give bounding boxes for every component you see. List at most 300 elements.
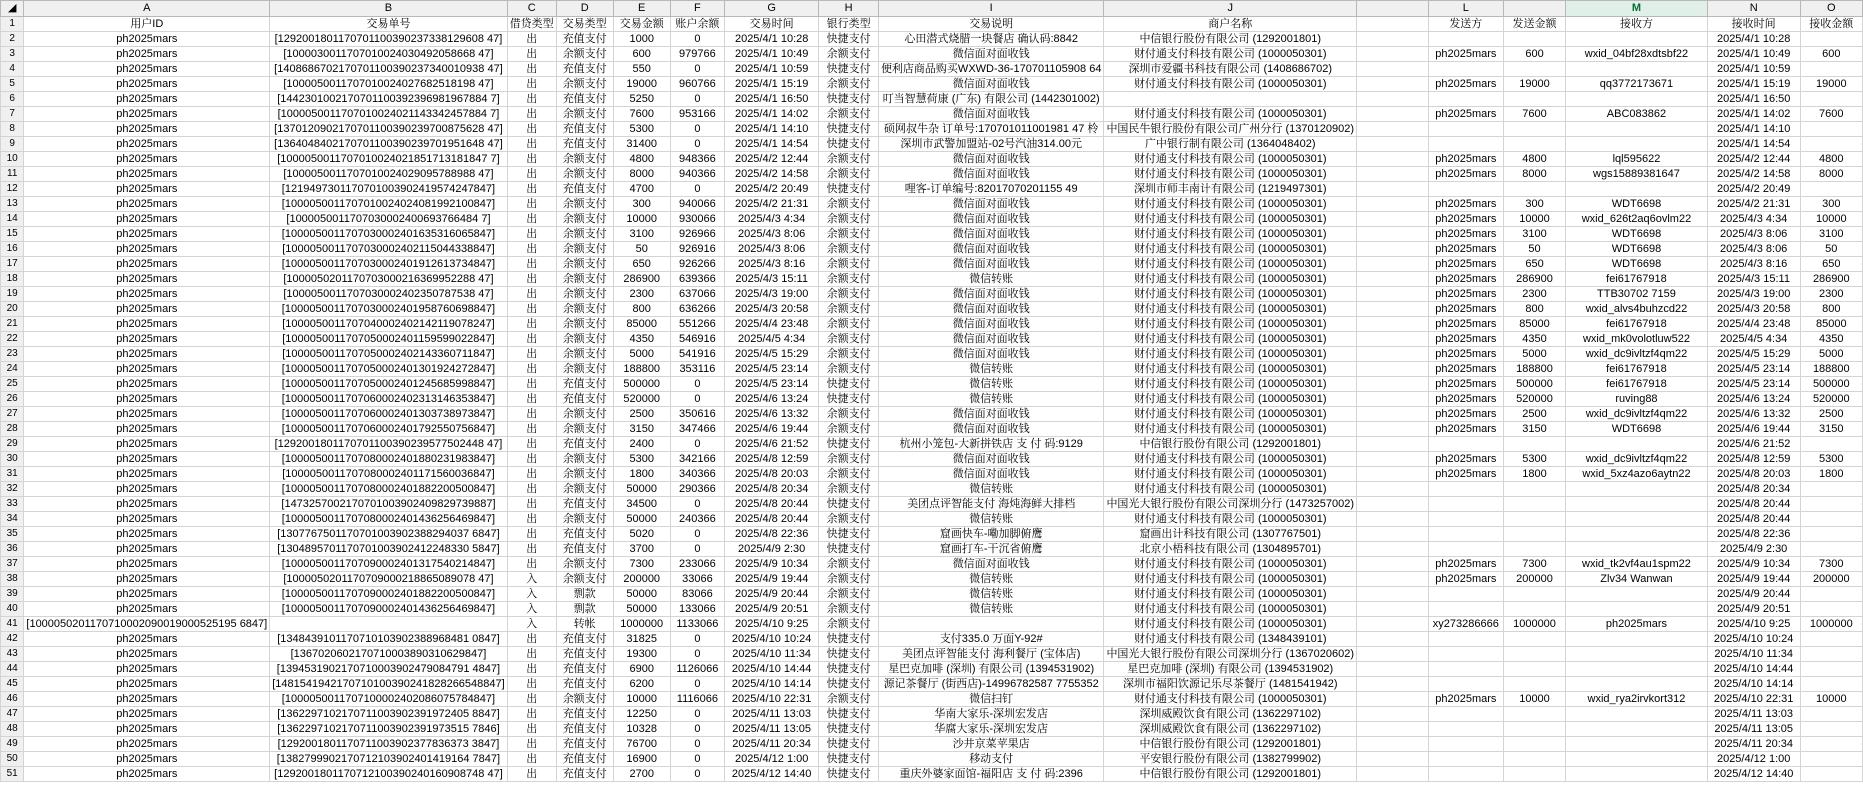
cell-receiver[interactable]: lql595622 bbox=[1566, 152, 1708, 167]
cell-txnno[interactable]: [1000050011707090002401317540214847] bbox=[270, 557, 507, 572]
cell-loan[interactable]: 出 bbox=[507, 272, 556, 287]
cell-txnno[interactable]: [1000050011707050002401159599022847] bbox=[270, 332, 507, 347]
cell-txnno[interactable]: [1000050011707080002401171560036847] bbox=[270, 467, 507, 482]
cell-blank[interactable] bbox=[1357, 392, 1429, 407]
cell-time[interactable]: 2025/4/9 10:34 bbox=[725, 557, 819, 572]
cell-bank[interactable]: 余额支付 bbox=[819, 257, 879, 272]
cell-balance[interactable]: 347466 bbox=[670, 422, 724, 437]
table-row[interactable] bbox=[1, 272, 1863, 287]
header-cell[interactable]: 发送金额 bbox=[1503, 17, 1565, 32]
cell-time[interactable]: 2025/4/1 10:59 bbox=[725, 62, 819, 77]
cell-balance[interactable]: 0 bbox=[670, 392, 724, 407]
table-row[interactable] bbox=[1, 407, 1863, 422]
cell-ramt[interactable]: 50 bbox=[1800, 242, 1862, 257]
row-header[interactable]: 1 bbox=[1, 17, 24, 32]
table-row[interactable] bbox=[1, 317, 1863, 332]
cell-rtime[interactable]: 2025/4/9 10:34 bbox=[1707, 557, 1800, 572]
cell-desc[interactable]: 微信面对面收钱 bbox=[878, 467, 1104, 482]
row-header[interactable]: 32 bbox=[1, 482, 24, 497]
table-row[interactable] bbox=[1, 557, 1863, 572]
cell-time[interactable]: 2025/4/12 14:40 bbox=[725, 767, 819, 782]
cell-rtime[interactable]: 2025/4/3 8:06 bbox=[1707, 242, 1800, 257]
cell-ramt[interactable]: 1000000 bbox=[1800, 617, 1862, 632]
cell-ramt[interactable]: 3100 bbox=[1800, 227, 1862, 242]
cell-sendamt[interactable] bbox=[1503, 512, 1565, 527]
cell-blank[interactable] bbox=[1357, 122, 1429, 137]
cell-balance[interactable]: 0 bbox=[670, 497, 724, 512]
column-header-J[interactable]: J bbox=[1104, 1, 1357, 17]
cell-bank[interactable]: 余额支付 bbox=[819, 692, 879, 707]
cell-sendamt[interactable]: 300 bbox=[1503, 197, 1565, 212]
cell-userid[interactable]: ph2025mars bbox=[24, 407, 270, 422]
cell-rtime[interactable]: 2025/4/11 20:34 bbox=[1707, 737, 1800, 752]
row-header[interactable]: 24 bbox=[1, 362, 24, 377]
cell-desc[interactable]: 杭州小笼包-大新拼铁店 支 付 码:9129 bbox=[878, 437, 1104, 452]
cell-amount[interactable]: 85000 bbox=[613, 317, 670, 332]
cell-amount[interactable]: 50000 bbox=[613, 587, 670, 602]
cell-amount[interactable]: 188800 bbox=[613, 362, 670, 377]
row-header[interactable]: 38 bbox=[1, 572, 24, 587]
cell-userid[interactable]: ph2025mars bbox=[24, 467, 270, 482]
cell-desc[interactable]: 微信面对面收钱 bbox=[878, 107, 1104, 122]
cell-txntype[interactable]: 充值支付 bbox=[556, 392, 613, 407]
cell-time[interactable]: 2025/4/3 15:11 bbox=[725, 272, 819, 287]
cell-bank[interactable]: 余额支付 bbox=[819, 347, 879, 362]
cell-desc[interactable]: 微信面对面收钱 bbox=[878, 422, 1104, 437]
cell-ramt[interactable] bbox=[1800, 737, 1862, 752]
cell-userid[interactable]: ph2025mars bbox=[24, 242, 270, 257]
cell-desc[interactable]: 华腐大家乐-深圳宏发店 bbox=[878, 722, 1104, 737]
cell-sendamt[interactable]: 286900 bbox=[1503, 272, 1565, 287]
cell-ramt[interactable]: 85000 bbox=[1800, 317, 1862, 332]
cell-sender[interactable]: ph2025mars bbox=[1428, 572, 1503, 587]
cell-receiver[interactable] bbox=[1566, 707, 1708, 722]
cell-ramt[interactable] bbox=[1800, 482, 1862, 497]
cell-receiver[interactable]: fei61767918 bbox=[1566, 317, 1708, 332]
cell-txntype[interactable]: 充值支付 bbox=[556, 122, 613, 137]
cell-bank[interactable]: 余额支付 bbox=[819, 242, 879, 257]
cell-ramt[interactable]: 4350 bbox=[1800, 332, 1862, 347]
cell-userid[interactable]: ph2025mars bbox=[24, 632, 270, 647]
cell-blank[interactable] bbox=[1357, 482, 1429, 497]
cell-desc[interactable]: 硕网叔牛杂 订单号:170701011001981 47 柃 bbox=[878, 122, 1104, 137]
cell-txnno[interactable]: [1000050011707030002401912613734847] bbox=[270, 257, 507, 272]
cell-loan[interactable]: 出 bbox=[507, 167, 556, 182]
cell-balance[interactable]: 0 bbox=[670, 437, 724, 452]
row-header[interactable]: 14 bbox=[1, 212, 24, 227]
cell-balance[interactable]: 0 bbox=[670, 92, 724, 107]
cell-blank[interactable] bbox=[1357, 347, 1429, 362]
header-cell[interactable] bbox=[1357, 17, 1429, 32]
cell-loan[interactable]: 出 bbox=[507, 482, 556, 497]
row-header[interactable]: 29 bbox=[1, 437, 24, 452]
cell-ramt[interactable] bbox=[1800, 122, 1862, 137]
cell-sendamt[interactable] bbox=[1503, 677, 1565, 692]
cell-desc[interactable]: 微信转账 bbox=[878, 572, 1104, 587]
cell-txntype[interactable]: 余额支付 bbox=[556, 362, 613, 377]
cell-loan[interactable]: 出 bbox=[507, 122, 556, 137]
cell-loan[interactable]: 出 bbox=[507, 287, 556, 302]
cell-sender[interactable] bbox=[1428, 632, 1503, 647]
table-row[interactable] bbox=[1, 752, 1863, 767]
cell-txnno[interactable] bbox=[270, 617, 507, 632]
row-header[interactable]: 17 bbox=[1, 257, 24, 272]
cell-merchant[interactable]: 财付通支付科技有限公司 (1000050301) bbox=[1104, 347, 1357, 362]
cell-sendamt[interactable]: 600 bbox=[1503, 47, 1565, 62]
cell-userid[interactable]: ph2025mars bbox=[24, 47, 270, 62]
cell-txnno[interactable]: [1000050011707010024021851713181847 7] bbox=[270, 152, 507, 167]
row-header[interactable]: 34 bbox=[1, 512, 24, 527]
cell-sendamt[interactable] bbox=[1503, 182, 1565, 197]
cell-sendamt[interactable]: 2500 bbox=[1503, 407, 1565, 422]
cell-balance[interactable]: 0 bbox=[670, 677, 724, 692]
cell-txnno[interactable]: [1304895701170701003902412248330 5847] bbox=[270, 542, 507, 557]
cell-txntype[interactable]: 余额支付 bbox=[556, 692, 613, 707]
cell-sendamt[interactable]: 3150 bbox=[1503, 422, 1565, 437]
cell-time[interactable]: 2025/4/8 20:03 bbox=[725, 467, 819, 482]
cell-amount[interactable]: 5000 bbox=[613, 347, 670, 362]
cell-bank[interactable]: 余额支付 bbox=[819, 617, 879, 632]
cell-txnno[interactable]: [1408686702170701100390237340010938 47] bbox=[270, 62, 507, 77]
column-header-M[interactable]: M bbox=[1566, 1, 1708, 17]
cell-ramt[interactable] bbox=[1800, 62, 1862, 77]
row-header[interactable]: 4 bbox=[1, 62, 24, 77]
cell-txnno[interactable]: [1000050011707060002401792550756847] bbox=[270, 422, 507, 437]
cell-merchant[interactable]: 窟画出计科技有限公司 (1307767501) bbox=[1104, 527, 1357, 542]
cell-sender[interactable] bbox=[1428, 497, 1503, 512]
cell-sendamt[interactable]: 10000 bbox=[1503, 692, 1565, 707]
row-header[interactable]: 13 bbox=[1, 197, 24, 212]
cell-sendamt[interactable] bbox=[1503, 62, 1565, 77]
cell-sendamt[interactable]: 1800 bbox=[1503, 467, 1565, 482]
cell-desc[interactable]: 微信面对面收钱 bbox=[878, 287, 1104, 302]
cell-balance[interactable]: 979766 bbox=[670, 47, 724, 62]
cell-txntype[interactable]: 充值支付 bbox=[556, 647, 613, 662]
cell-sender[interactable]: ph2025mars bbox=[1428, 167, 1503, 182]
cell-blank[interactable] bbox=[1357, 167, 1429, 182]
table-row[interactable] bbox=[1, 257, 1863, 272]
cell-time[interactable]: 2025/4/11 20:34 bbox=[725, 737, 819, 752]
cell-time[interactable]: 2025/4/5 23:14 bbox=[725, 377, 819, 392]
cell-amount[interactable]: 12250 bbox=[613, 707, 670, 722]
cell-bank[interactable]: 余额支付 bbox=[819, 302, 879, 317]
cell-txntype[interactable]: 充值支付 bbox=[556, 677, 613, 692]
cell-txnno[interactable]: [1000050011707080002401880231983847] bbox=[270, 452, 507, 467]
cell-sender[interactable] bbox=[1428, 647, 1503, 662]
cell-bank[interactable]: 快捷支付 bbox=[819, 542, 879, 557]
cell-sender[interactable]: ph2025mars bbox=[1428, 257, 1503, 272]
cell-rtime[interactable]: 2025/4/6 21:52 bbox=[1707, 437, 1800, 452]
header-cell[interactable]: 接收时间 bbox=[1707, 17, 1800, 32]
row-header[interactable]: 42 bbox=[1, 632, 24, 647]
cell-time[interactable]: 2025/4/3 4:34 bbox=[725, 212, 819, 227]
cell-desc[interactable]: 微信面对面收钱 bbox=[878, 47, 1104, 62]
cell-desc[interactable]: 微信面对面收钱 bbox=[878, 77, 1104, 92]
cell-merchant[interactable]: 财付通支付科技有限公司 (1000050301) bbox=[1104, 257, 1357, 272]
table-row[interactable] bbox=[1, 617, 1863, 632]
column-header-L[interactable]: L bbox=[1428, 1, 1503, 17]
cell-ramt[interactable]: 3150 bbox=[1800, 422, 1862, 437]
cell-sender[interactable]: ph2025mars bbox=[1428, 347, 1503, 362]
cell-ramt[interactable]: 300 bbox=[1800, 197, 1862, 212]
cell-rtime[interactable]: 2025/4/2 21:31 bbox=[1707, 197, 1800, 212]
cell-txntype[interactable]: 转帐 bbox=[556, 617, 613, 632]
cell-txntype[interactable]: 余额支付 bbox=[556, 467, 613, 482]
cell-sendamt[interactable] bbox=[1503, 527, 1565, 542]
cell-receiver[interactable]: WDT6698 bbox=[1566, 227, 1708, 242]
table-row[interactable] bbox=[1, 47, 1863, 62]
cell-balance[interactable]: 1133066 bbox=[670, 617, 724, 632]
cell-receiver[interactable] bbox=[1566, 662, 1708, 677]
cell-blank[interactable] bbox=[1357, 767, 1429, 782]
cell-amount[interactable]: 2300 bbox=[613, 287, 670, 302]
cell-loan[interactable]: 出 bbox=[507, 377, 556, 392]
cell-userid[interactable]: ph2025mars bbox=[24, 572, 270, 587]
cell-userid[interactable]: ph2025mars bbox=[24, 317, 270, 332]
cell-merchant[interactable]: 深圳市福阳饮源记乐尽茶餐厅 (1481541942) bbox=[1104, 677, 1357, 692]
cell-balance[interactable]: 1116066 bbox=[670, 692, 724, 707]
cell-userid[interactable]: ph2025mars bbox=[24, 212, 270, 227]
cell-rtime[interactable]: 2025/4/3 20:58 bbox=[1707, 302, 1800, 317]
cell-time[interactable]: 2025/4/3 20:58 bbox=[725, 302, 819, 317]
cell-receiver[interactable] bbox=[1566, 587, 1708, 602]
cell-sendamt[interactable] bbox=[1503, 437, 1565, 452]
cell-balance[interactable]: 350616 bbox=[670, 407, 724, 422]
row-header[interactable]: 51 bbox=[1, 767, 24, 782]
cell-sender[interactable]: ph2025mars bbox=[1428, 287, 1503, 302]
cell-blank[interactable] bbox=[1357, 737, 1429, 752]
cell-rtime[interactable]: 2025/4/1 10:49 bbox=[1707, 47, 1800, 62]
cell-rtime[interactable]: 2025/4/10 22:31 bbox=[1707, 692, 1800, 707]
cell-balance[interactable]: 948366 bbox=[670, 152, 724, 167]
cell-txntype[interactable]: 余额支付 bbox=[556, 512, 613, 527]
cell-txnno[interactable]: [1362297102170711003902391972405 8847] bbox=[270, 707, 507, 722]
cell-sendamt[interactable]: 5300 bbox=[1503, 452, 1565, 467]
cell-txntype[interactable]: 余额支付 bbox=[556, 482, 613, 497]
row-header[interactable]: 12 bbox=[1, 182, 24, 197]
cell-txntype[interactable]: 充值支付 bbox=[556, 542, 613, 557]
cell-receiver[interactable]: fei61767918 bbox=[1566, 272, 1708, 287]
cell-bank[interactable]: 快捷支付 bbox=[819, 182, 879, 197]
table-row[interactable] bbox=[1, 542, 1863, 557]
cell-txntype[interactable]: 余额支付 bbox=[556, 422, 613, 437]
cell-time[interactable]: 2025/4/6 13:24 bbox=[725, 392, 819, 407]
cell-time[interactable]: 2025/4/9 19:44 bbox=[725, 572, 819, 587]
cell-ramt[interactable]: 19000 bbox=[1800, 77, 1862, 92]
cell-receiver[interactable] bbox=[1566, 512, 1708, 527]
cell-desc[interactable]: 微信面对面收钱 bbox=[878, 257, 1104, 272]
cell-userid[interactable]: ph2025mars bbox=[24, 227, 270, 242]
cell-userid[interactable]: ph2025mars bbox=[24, 377, 270, 392]
cell-txntype[interactable]: 余额支付 bbox=[556, 272, 613, 287]
cell-desc[interactable]: 哩客-订单编号:82017070201155 49 bbox=[878, 182, 1104, 197]
table-row[interactable] bbox=[1, 587, 1863, 602]
cell-userid[interactable]: ph2025mars bbox=[24, 347, 270, 362]
cell-rtime[interactable]: 2025/4/1 10:28 bbox=[1707, 32, 1800, 47]
cell-blank[interactable] bbox=[1357, 272, 1429, 287]
cell-time[interactable]: 2025/4/1 14:02 bbox=[725, 107, 819, 122]
row-header[interactable]: 50 bbox=[1, 752, 24, 767]
table-row[interactable] bbox=[1, 152, 1863, 167]
cell-sendamt[interactable]: 5000 bbox=[1503, 347, 1565, 362]
cell-amount[interactable]: 3150 bbox=[613, 422, 670, 437]
table-row[interactable] bbox=[1, 722, 1863, 737]
cell-sender[interactable] bbox=[1428, 182, 1503, 197]
cell-time[interactable]: 2025/4/8 20:44 bbox=[725, 512, 819, 527]
cell-desc[interactable]: 支付335.0 万面Y-92# bbox=[878, 632, 1104, 647]
cell-loan[interactable]: 出 bbox=[507, 632, 556, 647]
cell-balance[interactable]: 926966 bbox=[670, 227, 724, 242]
cell-amount[interactable]: 4800 bbox=[613, 152, 670, 167]
row-header[interactable]: 41 bbox=[1, 617, 24, 632]
cell-merchant[interactable]: 财付通支付科技有限公司 (1000050301) bbox=[1104, 227, 1357, 242]
cell-time[interactable]: 2025/4/10 11:34 bbox=[725, 647, 819, 662]
cell-sendamt[interactable] bbox=[1503, 602, 1565, 617]
cell-loan[interactable]: 出 bbox=[507, 302, 556, 317]
cell-balance[interactable]: 353116 bbox=[670, 362, 724, 377]
cell-userid[interactable]: ph2025mars bbox=[24, 92, 270, 107]
cell-amount[interactable]: 7300 bbox=[613, 557, 670, 572]
cell-txnno[interactable]: [1394531902170710003902479084791 4847] bbox=[270, 662, 507, 677]
cell-receiver[interactable]: wxid_alvs4buhzcd22 bbox=[1566, 302, 1708, 317]
cell-rtime[interactable]: 2025/4/9 20:51 bbox=[1707, 602, 1800, 617]
cell-time[interactable]: 2025/4/3 8:06 bbox=[725, 227, 819, 242]
column-header-D[interactable]: D bbox=[556, 1, 613, 17]
cell-time[interactable]: 2025/4/10 14:14 bbox=[725, 677, 819, 692]
cell-sendamt[interactable]: 188800 bbox=[1503, 362, 1565, 377]
cell-userid[interactable]: ph2025mars bbox=[24, 602, 270, 617]
cell-receiver[interactable]: wxid_dc9ivltzf4qm22 bbox=[1566, 347, 1708, 362]
cell-txnno[interactable]: [1292001801170701100390239577502448 47] bbox=[270, 437, 507, 452]
cell-txntype[interactable]: 充值支付 bbox=[556, 632, 613, 647]
cell-sender[interactable]: ph2025mars bbox=[1428, 392, 1503, 407]
cell-merchant[interactable]: 中国民牛银行股份有限公司广州分行 (1370120902) bbox=[1104, 122, 1357, 137]
table-row[interactable] bbox=[1, 107, 1863, 122]
header-cell[interactable]: 交易单号 bbox=[270, 17, 507, 32]
cell-bank[interactable]: 快捷支付 bbox=[819, 32, 879, 47]
cell-balance[interactable]: 926916 bbox=[670, 242, 724, 257]
cell-balance[interactable]: 930066 bbox=[670, 212, 724, 227]
cell-loan[interactable]: 出 bbox=[507, 707, 556, 722]
cell-ramt[interactable] bbox=[1800, 497, 1862, 512]
cell-desc[interactable]: 微信转账 bbox=[878, 587, 1104, 602]
row-header[interactable]: 35 bbox=[1, 527, 24, 542]
cell-merchant[interactable]: 财付通支付科技有限公司 (1000050301) bbox=[1104, 602, 1357, 617]
cell-desc[interactable]: 窟画快车-嘞加脚俯鹰 bbox=[878, 527, 1104, 542]
cell-txntype[interactable]: 充值支付 bbox=[556, 137, 613, 152]
cell-bank[interactable]: 余额支付 bbox=[819, 47, 879, 62]
table-row[interactable] bbox=[1, 527, 1863, 542]
cell-amount[interactable]: 600 bbox=[613, 47, 670, 62]
cell-amount[interactable]: 76700 bbox=[613, 737, 670, 752]
cell-time[interactable]: 2025/4/8 12:59 bbox=[725, 452, 819, 467]
cell-loan[interactable]: 出 bbox=[507, 737, 556, 752]
cell-rtime[interactable]: 2025/4/10 14:44 bbox=[1707, 662, 1800, 677]
cell-sender[interactable] bbox=[1428, 437, 1503, 452]
cell-sendamt[interactable] bbox=[1503, 737, 1565, 752]
cell-loan[interactable]: 出 bbox=[507, 497, 556, 512]
cell-balance[interactable]: 340366 bbox=[670, 467, 724, 482]
table-row[interactable] bbox=[1, 707, 1863, 722]
cell-rtime[interactable]: 2025/4/3 8:16 bbox=[1707, 257, 1800, 272]
cell-blank[interactable] bbox=[1357, 752, 1429, 767]
cell-receiver[interactable] bbox=[1566, 92, 1708, 107]
cell-loan[interactable]: 出 bbox=[507, 542, 556, 557]
cell-loan[interactable]: 出 bbox=[507, 692, 556, 707]
cell-txntype[interactable]: 充值支付 bbox=[556, 92, 613, 107]
table-row[interactable] bbox=[1, 197, 1863, 212]
cell-txntype[interactable]: 充值支付 bbox=[556, 62, 613, 77]
cell-receiver[interactable]: WDT6698 bbox=[1566, 197, 1708, 212]
cell-bank[interactable]: 快捷支付 bbox=[819, 62, 879, 77]
cell-time[interactable]: 2025/4/2 14:58 bbox=[725, 167, 819, 182]
cell-merchant[interactable]: 财付通支付科技有限公司 (1000050301) bbox=[1104, 617, 1357, 632]
cell-merchant[interactable]: 中信银行股份有限公司 (1292001801) bbox=[1104, 437, 1357, 452]
cell-loan[interactable]: 出 bbox=[507, 152, 556, 167]
cell-blank[interactable] bbox=[1357, 467, 1429, 482]
cell-merchant[interactable]: 中信银行股份有限公司 (1292001801) bbox=[1104, 737, 1357, 752]
cell-bank[interactable]: 余额支付 bbox=[819, 512, 879, 527]
cell-blank[interactable] bbox=[1357, 32, 1429, 47]
cell-sendamt[interactable] bbox=[1503, 647, 1565, 662]
cell-receiver[interactable]: fei61767918 bbox=[1566, 362, 1708, 377]
cell-userid[interactable]: ph2025mars bbox=[24, 62, 270, 77]
cell-txntype[interactable]: 余额支付 bbox=[556, 287, 613, 302]
cell-receiver[interactable] bbox=[1566, 647, 1708, 662]
cell-merchant[interactable]: 财付通支付科技有限公司 (1000050301) bbox=[1104, 452, 1357, 467]
cell-bank[interactable]: 余额支付 bbox=[819, 362, 879, 377]
cell-balance[interactable]: 0 bbox=[670, 707, 724, 722]
header-cell[interactable]: 用户ID bbox=[24, 17, 270, 32]
row-header[interactable]: 40 bbox=[1, 602, 24, 617]
cell-time[interactable]: 2025/4/3 8:16 bbox=[725, 257, 819, 272]
cell-desc[interactable]: 微信面对面收钱 bbox=[878, 407, 1104, 422]
cell-txnno[interactable]: [1000050011707010024029095788988 47] bbox=[270, 167, 507, 182]
cell-txntype[interactable]: 充值支付 bbox=[556, 527, 613, 542]
cell-amount[interactable]: 5020 bbox=[613, 527, 670, 542]
cell-merchant[interactable]: 财付通支付科技有限公司 (1000050301) bbox=[1104, 512, 1357, 527]
cell-receiver[interactable]: wxid_04bf28xdtsbf22 bbox=[1566, 47, 1708, 62]
cell-desc[interactable]: 微信面对面收钱 bbox=[878, 557, 1104, 572]
cell-blank[interactable] bbox=[1357, 497, 1429, 512]
cell-receiver[interactable] bbox=[1566, 497, 1708, 512]
cell-balance[interactable]: 960766 bbox=[670, 77, 724, 92]
cell-userid[interactable]: ph2025mars bbox=[24, 542, 270, 557]
cell-bank[interactable]: 快捷支付 bbox=[819, 92, 879, 107]
cell-txnno[interactable]: [1348439101170710103902388968481 0847] bbox=[270, 632, 507, 647]
cell-blank[interactable] bbox=[1357, 242, 1429, 257]
cell-loan[interactable]: 出 bbox=[507, 257, 556, 272]
cell-desc[interactable]: 微信面对面收钱 bbox=[878, 452, 1104, 467]
cell-bank[interactable]: 余额支付 bbox=[819, 212, 879, 227]
cell-amount[interactable]: 10000 bbox=[613, 212, 670, 227]
column-header-blank[interactable] bbox=[1503, 1, 1565, 17]
cell-bank[interactable]: 余额支付 bbox=[819, 317, 879, 332]
cell-userid[interactable]: ph2025mars bbox=[24, 362, 270, 377]
cell-loan[interactable]: 出 bbox=[507, 92, 556, 107]
cell-sender[interactable]: ph2025mars bbox=[1428, 377, 1503, 392]
cell-amount[interactable]: 5250 bbox=[613, 92, 670, 107]
cell-sendamt[interactable]: 3100 bbox=[1503, 227, 1565, 242]
cell-amount[interactable]: 10328 bbox=[613, 722, 670, 737]
table-row[interactable] bbox=[1, 242, 1863, 257]
cell-amount[interactable]: 286900 bbox=[613, 272, 670, 287]
cell-rtime[interactable]: 2025/4/6 13:32 bbox=[1707, 407, 1800, 422]
cell-bank[interactable]: 余额支付 bbox=[819, 452, 879, 467]
cell-time[interactable]: 2025/4/6 13:32 bbox=[725, 407, 819, 422]
header-cell[interactable]: 商户名称 bbox=[1104, 17, 1357, 32]
cell-receiver[interactable]: Zlv34 Wanwan bbox=[1566, 572, 1708, 587]
